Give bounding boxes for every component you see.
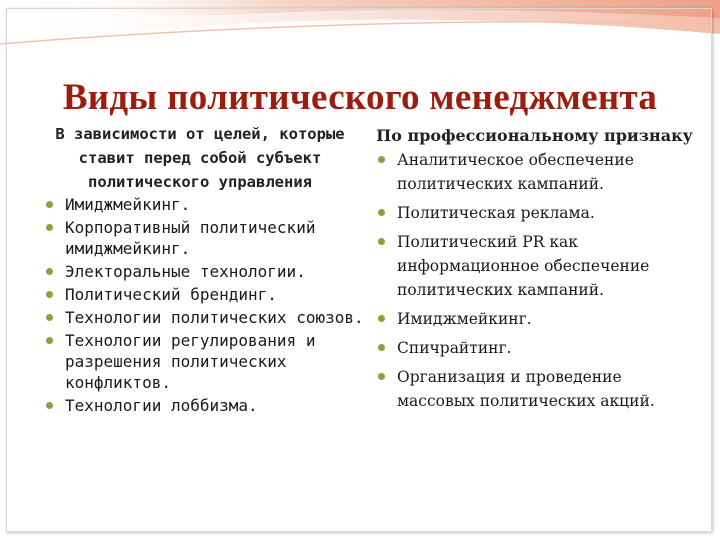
list-item <box>40 217 370 259</box>
right-column-heading: По профессиональному признаку <box>376 126 693 145</box>
bullet-icon <box>378 315 385 322</box>
list-item <box>372 307 697 331</box>
list-item-text: Аналитическое обеспечение политических кампаний. <box>397 151 634 193</box>
list-item <box>40 307 370 328</box>
list-item <box>372 201 697 225</box>
bullet-icon <box>378 344 385 351</box>
left-column <box>40 122 370 418</box>
list-item-text: Политический брендинг. <box>65 285 277 304</box>
list-item-text: Корпоративный политический имиджмейкинг. <box>65 218 316 258</box>
list-item <box>40 284 370 305</box>
bullet-icon <box>46 224 53 231</box>
bullet-icon <box>46 291 53 298</box>
list-item <box>372 230 697 302</box>
list-item-text: Имиджмейкинг. <box>65 195 191 214</box>
left-list <box>40 194 370 416</box>
list-item-text: Имиджмейкинг. <box>397 310 532 328</box>
list-item-text: Технологии регулирования и разрешения политических конфликтов. <box>65 331 316 392</box>
bullet-icon <box>378 238 385 245</box>
bullet-icon <box>378 156 385 163</box>
bullet-icon <box>46 337 53 344</box>
list-item-text: Технологии лоббизма. <box>65 396 258 415</box>
list-item <box>372 365 697 413</box>
list-item-text: Электоральные технологии. <box>65 262 306 281</box>
list-item-text: Политическая реклама. <box>397 204 595 222</box>
list-item-text: Технологии политических союзов. <box>65 308 364 327</box>
list-item-text: Организация и проведение массовых политических акций. <box>397 368 655 410</box>
bullet-icon <box>46 314 53 321</box>
bullet-icon <box>46 402 53 409</box>
bullet-icon <box>46 201 53 208</box>
list-item-text: Спичрайтинг. <box>397 339 512 357</box>
list-item <box>40 194 370 215</box>
bullet-icon <box>378 373 385 380</box>
slide-title: Виды политического менеджмента <box>62 77 658 118</box>
bullet-icon <box>46 268 53 275</box>
right-list <box>372 148 697 413</box>
left-column-heading: В зависимости от целей, которые ставит перед собой субъект политического управления <box>55 125 345 191</box>
list-item-text: Политический PR как информационное обеспечение политических кампаний. <box>397 233 650 299</box>
right-column <box>372 122 697 418</box>
bullet-icon <box>378 209 385 216</box>
list-item <box>40 395 370 416</box>
list-item <box>372 148 697 196</box>
list-item <box>40 261 370 282</box>
list-item <box>40 330 370 393</box>
list-item <box>372 336 697 360</box>
